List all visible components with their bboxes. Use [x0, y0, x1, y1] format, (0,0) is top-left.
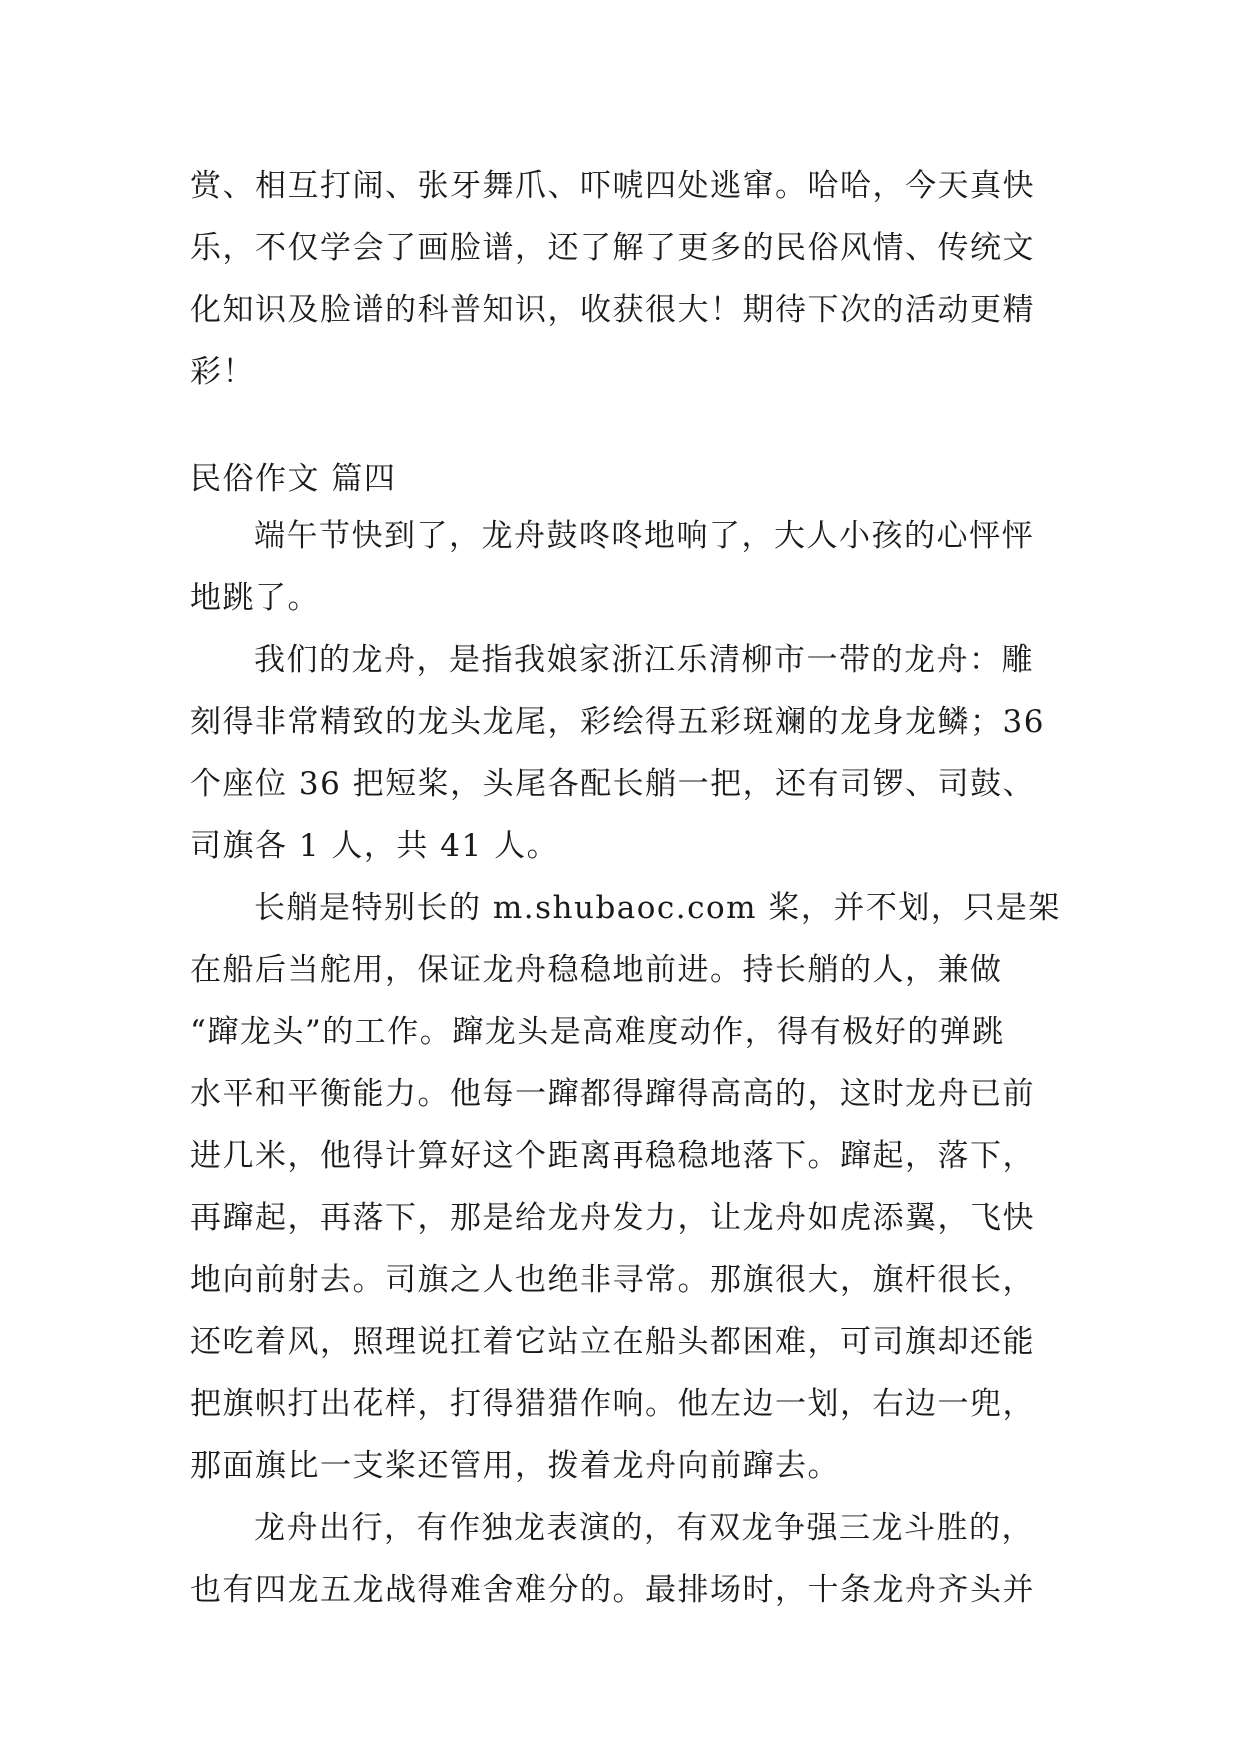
paragraph-continued [190, 155, 1056, 403]
article-body [190, 505, 1061, 1621]
text-line: 我们的龙舟，是指我娘家浙江乐清柳市一带的龙舟：雕 [254, 642, 1034, 678]
text-line: 刻得非常精致的龙头龙尾，彩绘得五彩斑斓的龙身龙鳞；36 [190, 704, 1045, 740]
text-line: 也有四龙五龙战得难舍难分的。最排场时，十条龙舟齐头并 [190, 1572, 1035, 1608]
text-line: 那面旗比一支桨还管用，拨着龙舟向前蹿去。 [190, 1448, 840, 1484]
text-line: 赏、相互打闹、张牙舞爪、吓唬四处逃窜。哈哈，今天真快 [190, 168, 1035, 204]
text-line: 龙舟出行，有作独龙表演的，有双龙争强三龙斗胜的， [254, 1510, 1034, 1546]
text-line: 个座位 36 把短桨，头尾各配长艄一把，还有司锣、司鼓、 [190, 766, 1036, 802]
section-heading-block [190, 448, 1056, 510]
text-line: 再蹿起，再落下，那是给龙舟发力，让龙舟如虎添翼，飞快 [190, 1200, 1035, 1236]
text-line: 彩！ [190, 354, 255, 390]
paragraph [190, 877, 1061, 1497]
paragraph [190, 629, 1056, 877]
text-line: 还吃着风，照理说扛着它站立在船头都困难，可司旗却还能 [190, 1324, 1035, 1360]
paragraph [190, 1497, 1056, 1621]
text-line: 地跳了。 [190, 580, 320, 616]
text-line: 把旗帜打出花样，打得猎猎作响。他左边一划，右边一兜， [190, 1386, 1035, 1422]
text-line: 端午节快到了，龙舟鼓咚咚地响了，大人小孩的心怦怦 [254, 518, 1034, 554]
text-line: 在船后当舵用，保证龙舟稳稳地前进。持长艄的人，兼做 [190, 952, 1003, 988]
text-line: 进几米，他得计算好这个距离再稳稳地落下。蹿起，落下， [190, 1138, 1035, 1174]
text-line: 水平和平衡能力。他每一蹿都得蹿得高高的，这时龙舟已前 [190, 1076, 1035, 1112]
text-line: 地向前射去。司旗之人也绝非寻常。那旗很大，旗杆很长， [190, 1262, 1035, 1298]
text-line: “蹿龙头”的工作。蹿龙头是高难度动作，得有极好的弹跳 [190, 1014, 1005, 1050]
paragraph [190, 505, 1056, 629]
text-line: 化知识及脸谱的科普知识，收获很大！期待下次的活动更精 [190, 292, 1035, 328]
text-line: 长艄是特别长的 m.shubaoc.com 桨，并不划，只是架 [254, 890, 1061, 926]
section-heading: 民俗作文 篇四 [190, 461, 397, 497]
text-line: 司旗各 1 人，共 41 人。 [190, 828, 560, 864]
text-line: 乐，不仅学会了画脸谱，还了解了更多的民俗风情、传统文 [190, 230, 1035, 266]
